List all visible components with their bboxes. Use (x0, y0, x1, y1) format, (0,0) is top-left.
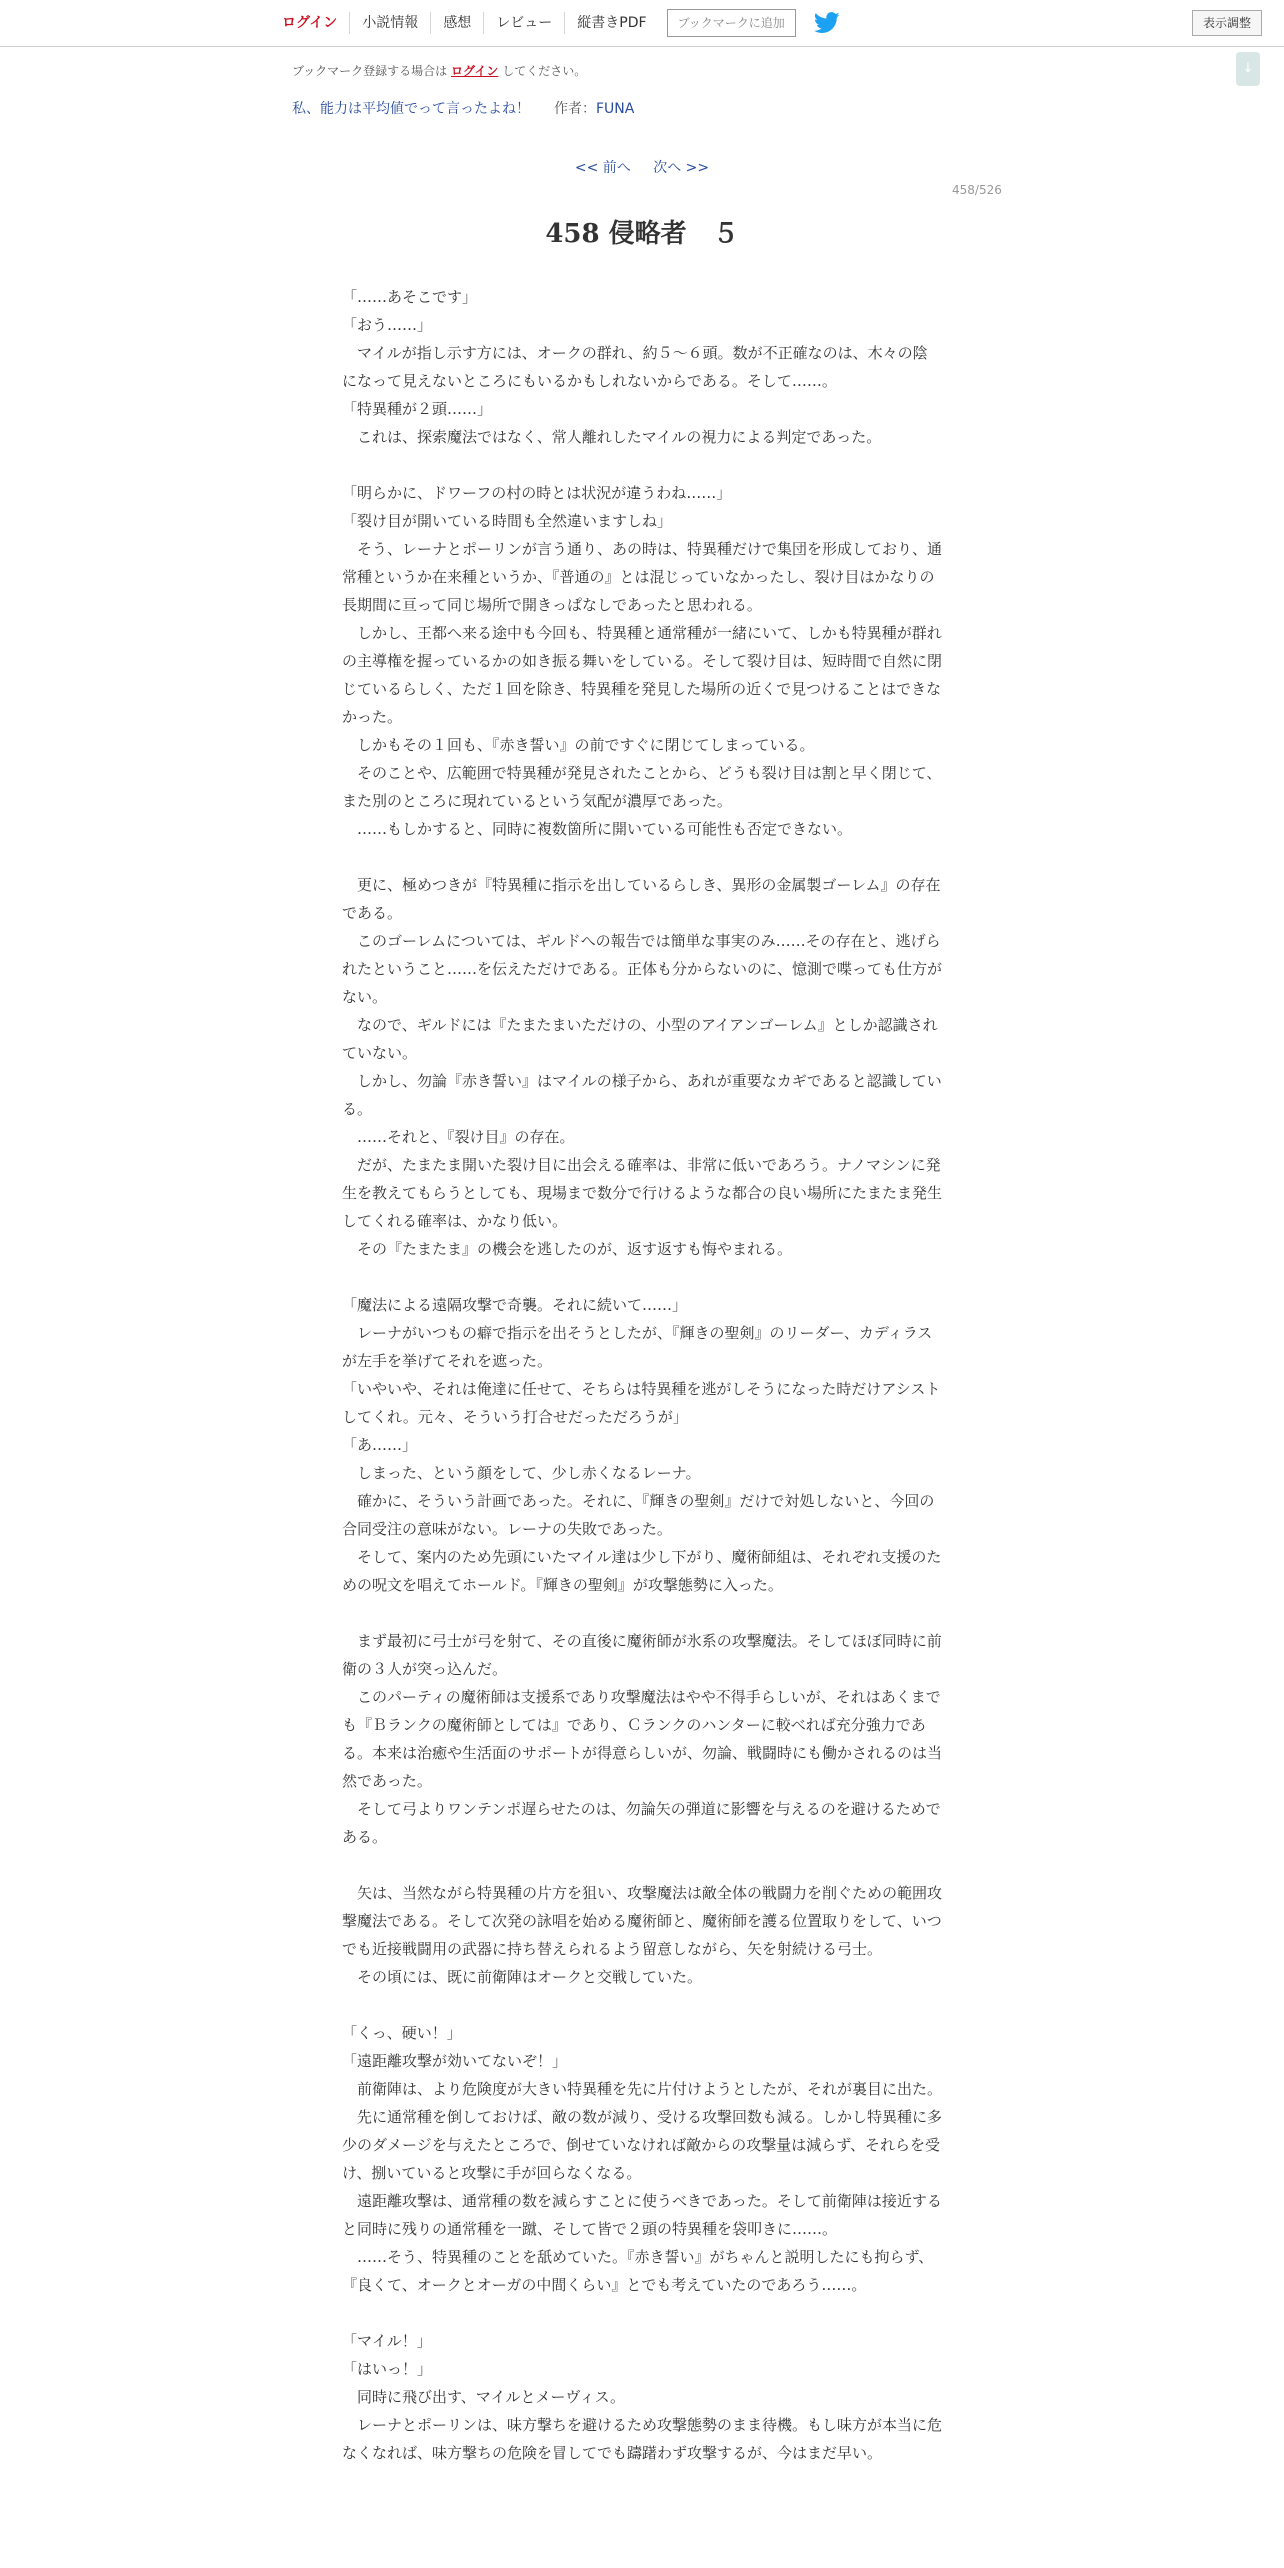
body-paragraph: 「いやいや、それは俺達に任せて、そちらは特異種を逃がしそうになった時だけアシストしてくれ。元々、そういう打合せだっただろうが」 (342, 1380, 941, 1426)
blank-line (342, 2299, 942, 2327)
vertical-pdf-link[interactable]: 縦書きPDF (577, 15, 647, 31)
blank-line (342, 1599, 942, 1627)
body-paragraph: 「魔法による遠隔攻撃で奇襲。それに続いて……」 (342, 1296, 688, 1314)
body-paragraph: 「くっ、硬い！」 (342, 2024, 462, 2042)
body-paragraph: しかし、王都へ来る途中も今回も、特異種と通常種が一緒にいて、しかも特異種が群れの主導権を握っているかの如き振る舞いをしている。そして裂け目は、短時間で自然に閉じているらしく、ただ１回を除き、特異種を発見した場所の近くで見つけることはできなかった。 (342, 624, 943, 726)
blank-line (342, 843, 942, 871)
body-paragraph: その『たまたま』の機会を逃したのが、返す返すも悔やまれる。 (342, 1240, 793, 1258)
author-label: 作者： (554, 101, 596, 117)
body-paragraph: そのことや、広範囲で特異種が発見されたことから、どうも裂け目は割と早く閉じて、また別のところに現れているという気配が濃厚であった。 (342, 764, 942, 810)
notice-prefix: ブックマーク登録する場合は (292, 64, 448, 78)
blank-line (342, 451, 942, 479)
blank-line (342, 1263, 942, 1291)
body-paragraph: マイルが指し示す方には、オークの群れ、約５～６頭。数が不正確なのは、木々の陰になって見えないところにもいるかもしれないからである。そして……。 (342, 344, 928, 390)
body-paragraph: ……もしかすると、同時に複数箇所に開いている可能性も否定できない。 (342, 820, 853, 838)
novel-info-link[interactable]: 小説情報 (350, 12, 431, 34)
chapter-title: 458 侵略者 ５ (545, 219, 739, 249)
impressions-link[interactable]: 感想 (431, 12, 484, 34)
chapter-pager (0, 157, 1284, 177)
body-paragraph: 確かに、そういう計画であった。それに、『輝きの聖剣』だけで対処しないと、今回の合同受注の意味がない。レーナの失敗であった。 (342, 1492, 935, 1538)
blank-line (342, 1991, 942, 2019)
body-paragraph: 前衛陣は、より危険度が大きい特異種を先に片付けようとしたが、それが裏目に出た。 (342, 2080, 943, 2098)
body-paragraph: なので、ギルドには『たまたまいただけの、小型のアイアンゴーレム』としか認識されていない。 (342, 1016, 938, 1062)
body-paragraph: 「マイル！」 (342, 2332, 432, 2350)
body-paragraph: 遠距離攻撃は、通常種の数を減らすことに使うべきであった。そして前衛陣は接近すると同時に残りの通常種を一蹴、そして皆で２頭の特異種を袋叩きに……。 (342, 2192, 942, 2238)
body-paragraph: このパーティの魔術師は支援系であり攻撃魔法はやや不得手らしいが、それはあくまでも『Ｂランクの魔術師としては』であり、Ｃランクのハンターに較べれば充分強力である。本来は治癒や生活面のサポートが得意らしいが、勿論、戦闘時にも働かされるのは当然であった。 (342, 1688, 943, 1790)
body-paragraph: レーナがいつもの癖で指示を出そうとしたが、『輝きの聖剣』のリーダー、カディラスが左手を挙げてそれを遮った。 (342, 1324, 933, 1370)
body-paragraph: ……そう、特異種のことを舐めていた。『赤き誓い』がちゃんと説明したにも拘らず、『良くて、オークとオーガの中間くらい』とでも考えていたのであろう……。 (342, 2248, 934, 2294)
login-link[interactable]: ログイン (272, 12, 350, 34)
body-paragraph: しかもその１回も、『赤き誓い』の前ですぐに閉じてしまっている。 (342, 736, 815, 754)
body-paragraph: 先に通常種を倒しておけば、敵の数が減り、受ける攻撃回数も減る。しかし特異種に多少のダメージを与えたところで、倒せていなければ敵からの攻撃量は減らず、それらを受け、捌いていると攻撃に手が回らなくなる。 (342, 2108, 943, 2182)
body-paragraph: 「遠距離攻撃が効いてないぞ！」 (342, 2052, 568, 2070)
body-paragraph: これは、探索魔法ではなく、常人離れしたマイルの視力による判定であった。 (342, 428, 882, 446)
novel-title-line (292, 98, 634, 118)
bookmark-login-notice (292, 62, 586, 79)
scroll-down-tab[interactable] (1236, 52, 1260, 86)
body-paragraph: そして、案内のため先頭にいたマイル達は少し下がり、魔術師組は、それぞれ支援のための呪文を唱えてホールド。『輝きの聖剣』が攻撃態勢に入った。 (342, 1548, 942, 1594)
twitter-share-button[interactable] (814, 12, 840, 34)
next-chapter-link[interactable]: 次へ >> (653, 160, 710, 176)
body-paragraph: 「特異種が２頭……」 (342, 400, 493, 418)
body-paragraph: そして弓よりワンテンポ遅らせたのは、勿論矢の弾道に影響を与えるのを避けるためである。 (342, 1800, 941, 1846)
body-paragraph: このゴーレムについては、ギルドへの報告では簡単な事実のみ……その存在と、逃げられたということ……を伝えただけである。正体も分からないのに、憶測で喋っても仕方がない。 (342, 932, 943, 1006)
display-settings-button[interactable]: 表示調整 (1192, 10, 1262, 36)
body-paragraph: しまった、という顔をして、少し赤くなるレーナ。 (342, 1464, 701, 1482)
body-paragraph: まず最初に弓士が弓を射て、その直後に魔術師が氷系の攻撃魔法。そしてほぼ同時に前衛の３人が突っ込んだ。 (342, 1632, 942, 1678)
review-link[interactable]: レビュー (484, 12, 565, 34)
main-nav (272, 8, 840, 38)
body-paragraph: ……それと、『裂け目』の存在。 (342, 1128, 575, 1146)
body-paragraph: 「おう……」 (342, 316, 433, 334)
add-bookmark-button[interactable]: ブックマークに追加 (667, 9, 796, 37)
twitter-bird-icon (814, 12, 840, 34)
arrow-down-icon: ↓ (1242, 61, 1254, 76)
body-paragraph: しかし、勿論『赤き誓い』はマイルの様子から、あれが重要なカギであると認識している。 (342, 1072, 942, 1118)
body-paragraph: その頃には、既に前衛陣はオークと交戦していた。 (342, 1968, 703, 1986)
prev-chapter-link[interactable]: << 前へ (574, 160, 631, 176)
body-paragraph: そう、レーナとポーリンが言う通り、あの時は、特異種だけで集団を形成しており、通常種というか在来種というか、『普通の』とは混じっていなかったし、裂け目はかなりの長期間に亘って同じ場所で開きっぱなしであったと思われる。 (342, 540, 943, 614)
body-paragraph: 「裂け目が開いている時間も全然違いますしね」 (342, 512, 673, 530)
body-paragraph: 「はいっ！」 (342, 2360, 433, 2378)
author-info (554, 98, 634, 118)
author-link[interactable]: FUNA (596, 101, 635, 117)
novel-body-text (342, 283, 942, 2467)
blank-line (342, 1851, 942, 1879)
body-paragraph: 「明らかに、ドワーフの村の時とは状況が違うわね……」 (342, 484, 732, 502)
body-paragraph: 更に、極めつきが『特異種に指示を出しているらしき、異形の金属製ゴーレム』の存在である。 (342, 876, 941, 922)
body-paragraph: だが、たまたま開いた裂け目に出会える確率は、非常に低いであろう。ナノマシンに発生を教えてもらうとしても、現場まで数分で行けるような都合の良い場所にたまたま発生してくれる確率は、かなり低い。 (342, 1156, 943, 1230)
notice-login-link[interactable]: ログイン (451, 64, 499, 78)
chapter-progress: 458/526 (952, 183, 1002, 197)
novel-title-link[interactable]: 私、能力は平均値でって言ったよね！ (292, 101, 530, 117)
body-paragraph: 「あ……」 (342, 1436, 418, 1454)
body-paragraph: 同時に飛び出す、マイルとメーヴィス。 (342, 2388, 626, 2406)
top-navigation-bar (0, 0, 1284, 47)
body-paragraph: 「……あそこです」 (342, 288, 478, 306)
notice-suffix: してください。 (502, 64, 587, 78)
body-paragraph: 矢は、当然ながら特異種の片方を狙い、攻撃魔法は敵全体の戦闘力を削ぐための範囲攻撃魔法である。そして次発の詠唱を始める魔術師と、魔術師を護る位置取りをして、いつでも近接戦闘用の武器に持ち替えられるよう留意しながら、矢を射続ける弓士。 (342, 1884, 943, 1958)
body-paragraph: レーナとポーリンは、味方撃ちを避けるため攻撃態勢のまま待機。もし味方が本当に危なくなれば、味方撃ちの危険を冒してでも躊躇わず攻撃するが、今はまだ早い。 (342, 2416, 943, 2462)
